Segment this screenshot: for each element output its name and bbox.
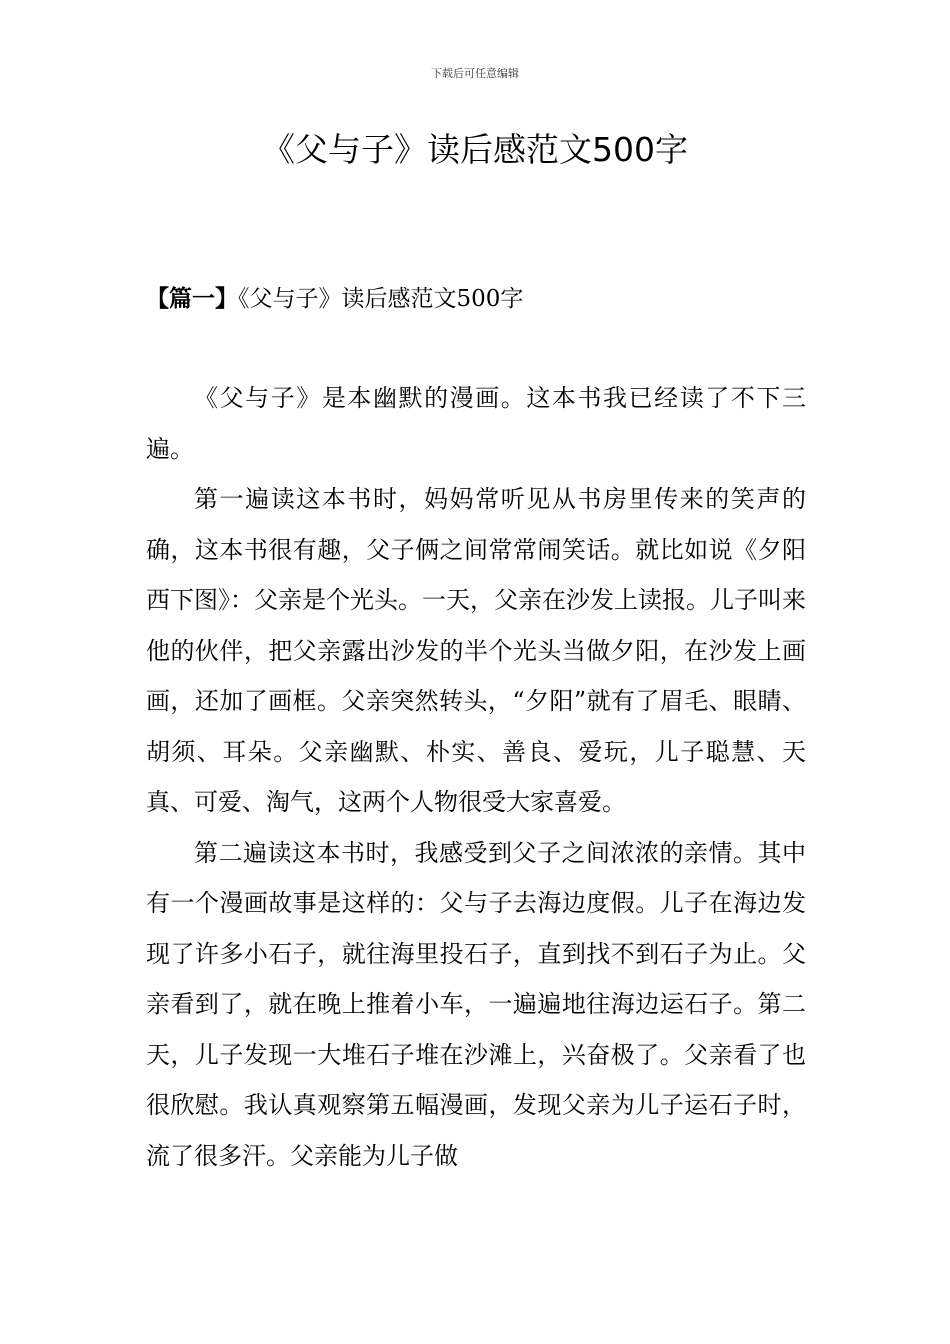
document-title: 《父与子》读后感范文500字: [262, 130, 688, 169]
section-heading-text: 《父与子》读后感范文500字: [238, 286, 524, 312]
section-label: 【篇一】: [146, 285, 238, 312]
body-text: [146, 373, 806, 1181]
section-heading: [146, 282, 523, 316]
header-note: 下载后可任意编辑: [431, 67, 519, 80]
paragraph-3: 第二遍读这本书时，我感受到父子之间浓浓的亲情。其中有一个漫画故事是这样的：父与子去海边度假。儿子在海边发现了许多小石子，就往海里投石子，直到找不到石子为止。父亲看到了，就在晚上推着小车，一遍遍地往海边运石子。第二天，儿子发现一大堆石子堆在沙滩上，兴奋极了。父亲看了也很欣慰。我认真观察第五幅漫画，发现父亲为儿子运石子时，流了很多汗。父亲能为儿子做: [146, 838, 806, 1170]
paragraph-1: 《父与子》是本幽默的漫画。这本书我已经读了不下三遍。: [146, 384, 806, 463]
paragraph-2: 第一遍读这本书时，妈妈常听见从书房里传来的笑声的确，这本书很有趣，父子俩之间常常闹笑话。就比如说《夕阳西下图》：父亲是个光头。一天，父亲在沙发上读报。儿子叫来他的伙伴，把父亲露出沙发的半个光头当做夕阳，在沙发上画画，还加了画框。父亲突然转头，“夕阳”就有了眉毛、眼睛、胡须、耳朵。父亲幽默、朴实、善良、爱玩，儿子聪慧、天真、可爱、淘气，这两个人物很受大家喜爱。: [146, 485, 806, 816]
